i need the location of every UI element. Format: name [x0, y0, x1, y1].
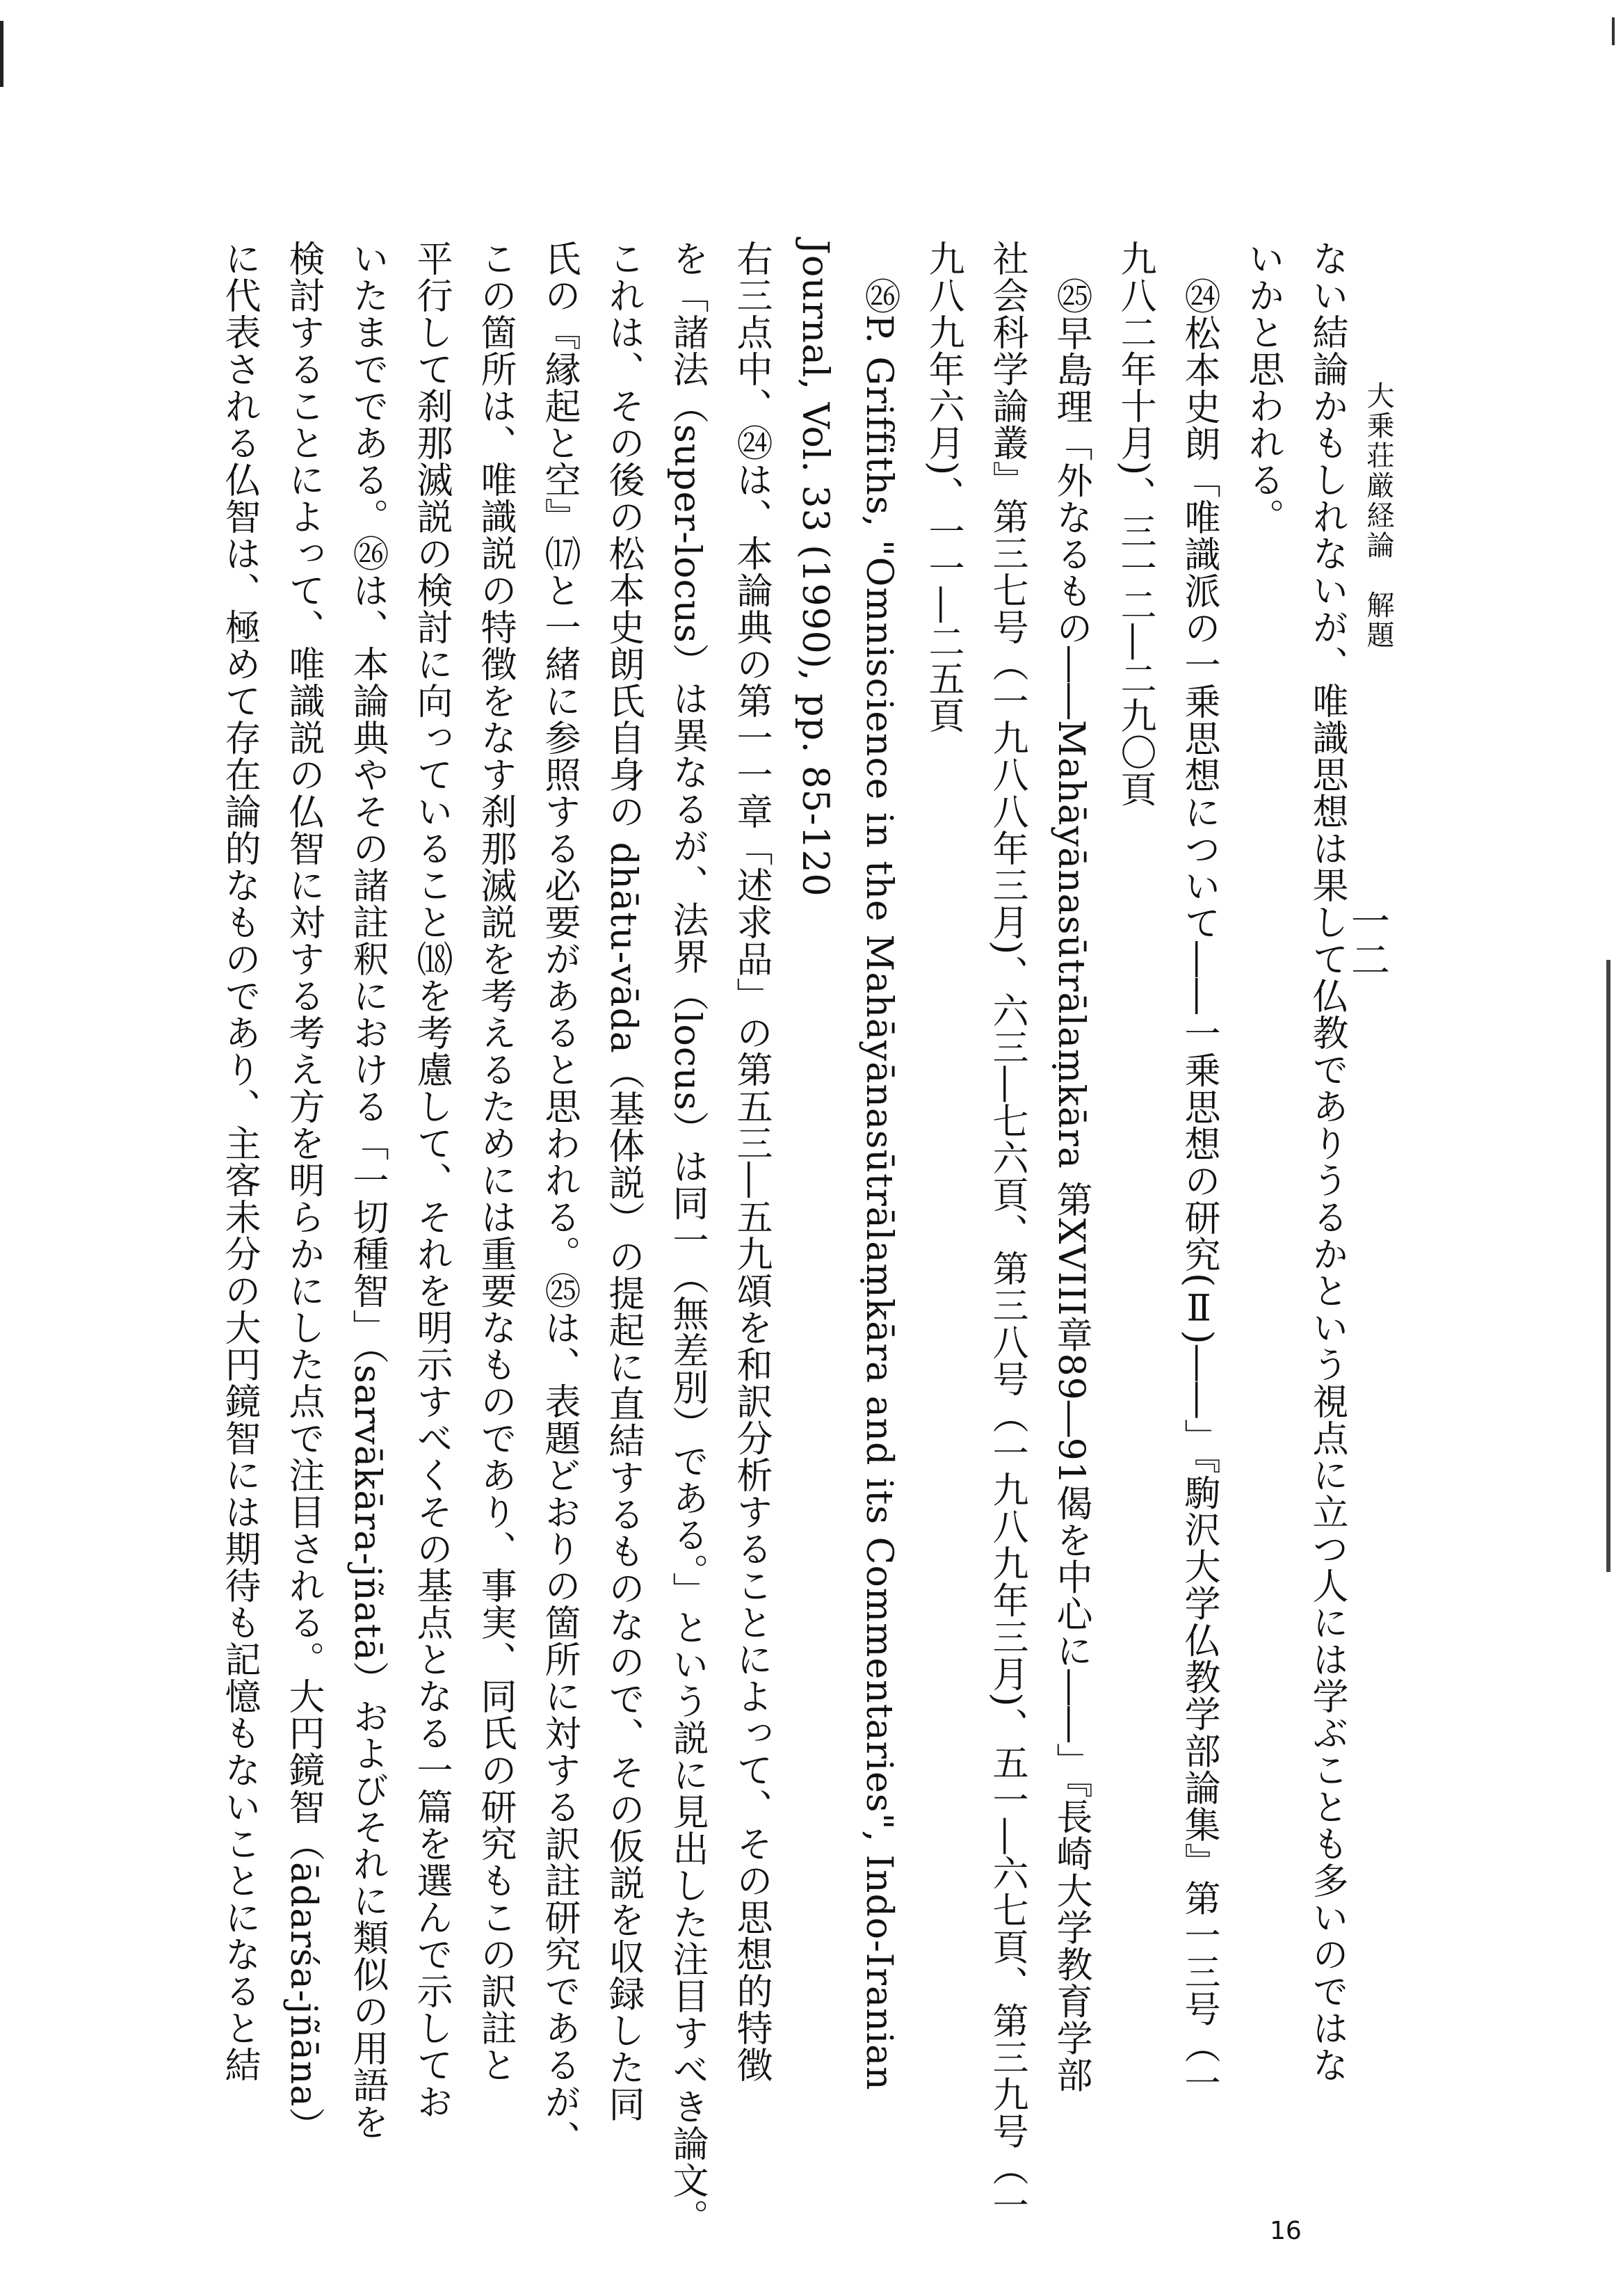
- text-line: 検討することによって、唯識説の仏智に対する考え方を明らかにした点で注目される。大円鏡智（ādarśa-jñāna）: [282, 240, 324, 2144]
- text-line: ない結論かもしれないが、唯識思想は果して仏教でありうるかという視点に立つ人には学ぶことも多いのではな: [1306, 240, 1348, 2083]
- text-line: 社会科学論叢』第三七号（一九八八年三月)、六三―七六頁、第三八号（一九八九年三月)、五一―六七頁、第三九号（一: [986, 240, 1028, 2224]
- reference-line: ㉖P. Griffiths, "Omniscience in the Mahāyānasūtrālaṃkāra and its Commentaries", Indo-Iranian: [858, 278, 900, 2091]
- text-line: これは、その後の松本史朗氏自身の dhātu-vāda（基体説）の提起に直結するものなので、その仮説を収録した同: [602, 240, 644, 2123]
- text-line: いかと思われる。: [1242, 240, 1284, 535]
- folio-kanji-numeral: 一二: [1345, 901, 1390, 979]
- text-line: 平行して刹那滅説の検討に向っていること⒅を考慮して、それを明示すべくその基点となる一篇を選んで示してお: [410, 240, 452, 2120]
- text-line: 右三点中、㉔は、本論典の第一一章「述求品」の第五三―五九頌を和訳分析することによって、その思想的特徴: [730, 240, 772, 2083]
- text-line: 氏の『縁起と空』⒄と一緒に参照する必要があると思われる。㉕は、表題どおりの箇所に対する訳註研究であるが、: [538, 240, 580, 2157]
- text-line: Journal, Vol. 33 (1990), pp. 85-120: [794, 240, 836, 897]
- text-line: いたまでである。㉖は、本論典やその諸註釈における「一切種智」（sarvākāra-jñatā）およびそれに類似の用語を: [346, 240, 388, 2141]
- reference-line: ㉔松本史朗「唯識派の一乗思想について――一乗思想の研究(Ⅱ)――」『駒沢大学仏教学部論集』第一三号（一: [1178, 278, 1220, 2101]
- text-line: に代表される仏智は、極めて存在論的なものであり、主客未分の大円鏡智には期待も記憶もないことになると結: [218, 240, 260, 2083]
- text-line: この箇所は、唯識説の特徴をなす刹那滅説を考えるためには重要なものであり、事実、同氏の研究もこの訳註と: [474, 240, 516, 2083]
- scan-edge-mark: [0, 21, 3, 87]
- text-line: 九八二年十月)、三一二―二九〇頁: [1114, 240, 1156, 808]
- page-number: 16: [1270, 2217, 1302, 2245]
- text-line: 九八九年六月)、一一―二五頁: [922, 240, 964, 734]
- body-text: [207, 240, 1359, 2236]
- scan-edge-mark: [1606, 960, 1610, 1572]
- running-head: 大乗荘厳経論 解題: [1362, 381, 1394, 650]
- scan-edge-mark: [1612, 17, 1615, 45]
- reference-line: ㉕早島理「外なるもの――Mahāyānasūtrālaṃkāra 第XVIII章89―91偈を中心に――」『長崎大学教育学部: [1050, 278, 1092, 2094]
- text-line: を「諸法（super-locus）は異なるが、法界（locus）は同一（無差別）である。」という説に見出した注目すべき論文。: [666, 240, 708, 2236]
